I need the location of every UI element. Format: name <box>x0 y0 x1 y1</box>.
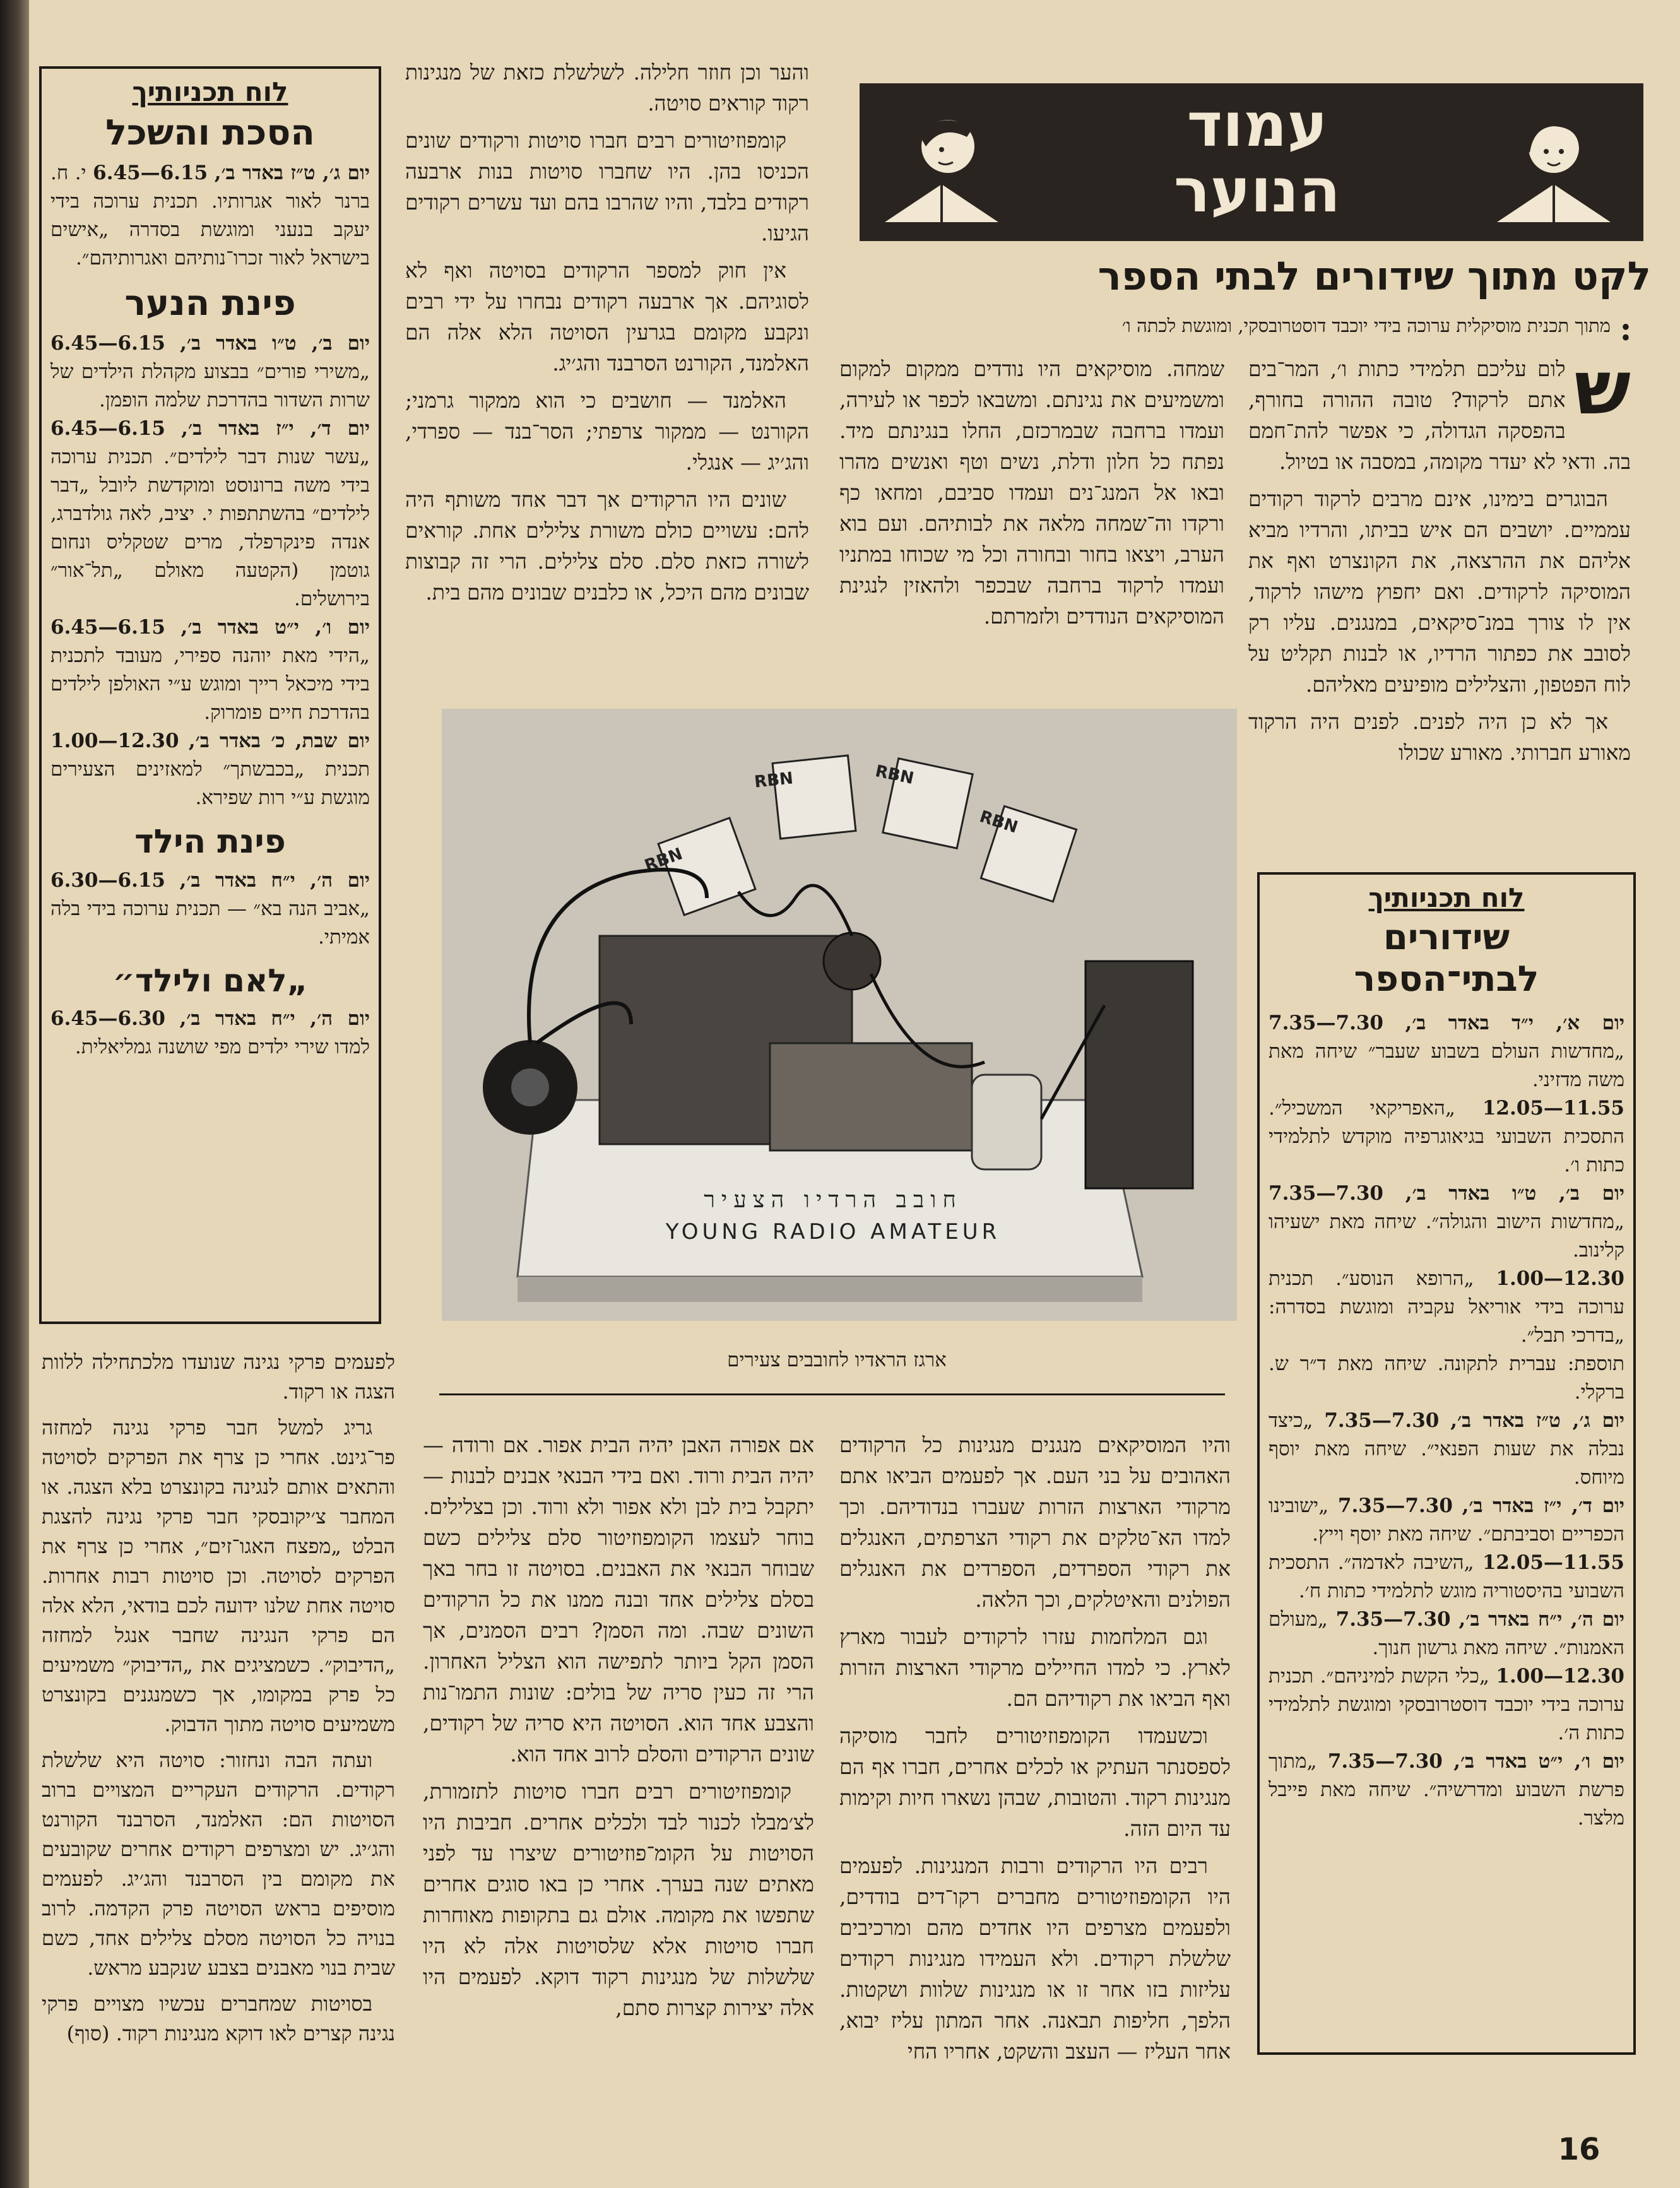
tube-label: RBN <box>977 807 1020 837</box>
paragraph: גריג למשל חבר פרקי נגינה למחזה פר־גינט. אחרי כן צרף את הפרקים לסויטה והתאים אותם לנגינה בקונצרט בלא הצגה. או המחבר צ׳יקובסקי חבר פרקי נגינה להצגת הבלט „מפצח האגו־זים״, אחרי כן צרף את הפרקים לסויטה. וכן סויטות רבות אחרות. סויטה אחת שלנו ידועה לכם בודאי, הלא אלה הם פרקי הנגינה שחבר אנגל למחזה „הדיבוק״. כשמציגים את „הדיבוק״ משמיעים כל פרק במקומו, אך כשמנגנים בקונצרט משמיעים סויטה מתוך הדבוק. <box>42 1416 395 1736</box>
photo-caption: ארגז הראדיו לחובבים צעירים <box>727 1349 947 1371</box>
section-title: הסכת והשכל <box>105 112 315 153</box>
divider-rule <box>439 1393 1225 1395</box>
paragraph: לום עליכם תלמידי כתות ו׳, המר־בים אתם לרקוד? טובה ההורה בחורף, בהפסקה הגדולה, כי אפשר להת־חמם בה. ודאי לא יעדר מקומה, במסבה או בטיול. <box>1248 357 1631 474</box>
program-entry: יום ו׳, י״ט באדר ב׳, 7.35—7.30 „מתוך פרשת השבוע ומדרשיה״. שיחה מאת פייבל מלצר. <box>1269 1750 1625 1830</box>
banner-title: עמוד הנוער <box>1173 90 1341 226</box>
book-spine <box>0 0 29 2188</box>
article-column-1 <box>1248 344 1631 774</box>
article-column-5 <box>423 1429 814 2030</box>
section-banner <box>860 83 1643 241</box>
kit-label-hebrew: חובב הרדיו הצעיר <box>704 1187 962 1213</box>
program-entry: יום שבת, כ׳ באדר ב׳, 1.00—12.30 תכנית „בכבשתך״ למאזינים הצעירים מוגשת ע״י רות שפירא. <box>50 730 370 809</box>
paragraph: שונים היו הרקודים אך דבר אחד משותף היה להם: עשויים כולם משורת צלילים אחת. קוראים לשורה כזאת סלם. סלם צלילים. הרי זה קבוצות שבונים מהם היכל, או כלבנים שבונים מהם בית. <box>405 487 809 605</box>
tube-label: RBN <box>753 769 795 792</box>
article-column-4 <box>839 1429 1231 2073</box>
paragraph: אך לא כן היה לפנים. לפנים היה הרקוד מאורע חברותי. מאורע שכולו <box>1248 709 1631 765</box>
paragraph: והער וכן חוזר חלילה. לשלשלת כזאת של מנגינות רקוד קוראים סויטה. <box>405 60 809 115</box>
paragraph: אם אפורה האבן יהיה הבית אפור. אם ורודה — יהיה הבית ורוד. ואם בידי הבנאי אבנים לבנות — יתקבל בית לבן ולא אפור ולא ורוד. וכן בצלילים. בוחר לעצמו הקומפוזיטור סלם צלילים כשם שבוחר הבנאי את האבנים. בסויטה זו בחר באך בסלם צלילים אחד ובנה ממנו את כל הרקודים השונים שבה. ומה הסמן? רבים הסמנים, אך הסמן הקל ביותר לתפישה הוא הצליל האחרון. הרי זה כעין סריה של בולים: שונות התמו־נות והצבע אחד הוא. הסויטה היא סריה של רקודים, שונים הרקודים והסלם לרוב אחד הוא. <box>423 1433 814 1766</box>
program-entry: 1.00—12.30 „הרופא הנוסע״. תכנית ערוכה בידי אוריאל עקביה ומוגשת בסדרה: „בדרכי תבל״. <box>1269 1267 1624 1347</box>
box-title: שידורים לבתי־הספר <box>1354 917 1539 1000</box>
program-entry: יום ה׳, י״ח באדר ב׳, 7.35—7.30 „מעולם האמנות״. שיחה מאת גרשון חנוך. <box>1269 1608 1624 1659</box>
section-title: „לאם ולילד״ <box>112 962 308 999</box>
program-entry: יום ה׳, י״ח באדר ב׳, 6.45—6.30 למדו שירי ילדים מפי שושנה גמליאלית. <box>50 1007 370 1058</box>
paragraph: שמחה. מוסיקאים היו נודדים ממקום למקום ומשמיעים את נגינתם. ומשבאו לכפר או לעירה, ועמדו ברחבה שבמרכזם, החלו בנגינתם מיד. נפתח כל חלון ודלת, נשים וטף ואנשים מהרו ובאו אל המנג־נים ועמדו סביבם, ומחאו כף ורקדו וה־שמחה מלאה את לבותיהם. ועם בוא הערב, ויצאו בחור ובחורה וכל מי שכוחו במתניו ועמדו לרקוד ברחבה שבכפר ולהאזין לנגינת המוסיקאים הנודדים ולזמרתם. <box>839 357 1224 629</box>
paragraph: וכשעמדו הקומפוזיטורים לחבר מוסיקה לספסנתר העתיק או לכלים אחרים, חברו אף הם מנגינות רקוד. והטובות, שבהן נשארו חיות וקימות עד היום הזה. <box>839 1724 1231 1841</box>
drop-cap: ש <box>1574 344 1631 431</box>
program-entry: יום ב׳, ט״ו באדר ב׳, 6.45—6.15 „משירי פורים״ בבצוע מקהלת הילדים של שרות השדור בהדרכת שלמה הופמן. <box>50 332 370 411</box>
paragraph: והיו המוסיקאים מנגנים מנגינות כל הרקודים האהובים על בני העם. אך לפעמים הביאו אתם מרקודי הארצות הזרות שעברו בנדודיהם. וכך למדו הא־טלקים את רקודי הצרפתים, האנגלים את רקודי הספרדים, הספרדים את האנגלים הפולנים והאיטלקים, וכך הלאה. <box>839 1433 1231 1612</box>
paragraph: הבוגרים בימינו, אינם מרבים לרקוד רקודים עממיים. יושבים הם איש בביתו, והרדיו מביא אליהם את ההרצאה, את הקונצרט ואף את המוסיקה לרקודים. ואם יחפוץ מישהו לרקוד, אין לו צורך במנ־סיקאים, במנגנים. עליו רק לסובב את כפתור הרדיו, או לבנות תקליט על לוח הפטפון, והצלילים מופיעים מאליהם. <box>1248 487 1631 697</box>
article-column-2 <box>839 353 1224 638</box>
program-box-right <box>1257 872 1636 2055</box>
magazine-page <box>29 0 1680 2188</box>
program-entry: יום ב׳, ט״ו באדר ב׳, 7.35—7.30 „מחדשות הישוב והגולה״. שיחה מאת ישעיהו קלינוב. <box>1269 1182 1624 1262</box>
program-entry: 1.00—12.30 „כלי הקשת למיניהם״. תכנית ערוכה בידי יוכבד דוסטרובסקי ומוגשת לתלמידי כתות ה׳. <box>1269 1665 1624 1744</box>
reading-girl-icon <box>1484 102 1630 228</box>
radio-kit-photo <box>442 709 1237 1321</box>
paragraph: לפעמים פרקי נגינה שנועדו מלכתחילה ללוות הצגה או רקוד. <box>42 1350 395 1404</box>
box-label: לוח תכניותיך <box>132 76 288 107</box>
paragraph: קומפוזיטורים רבים חברו סויטות ורקודים שונים הכניסו בהן. היו שחברו סויטות בנות ארבעה רקודים בלבד, והיו שהרבו בהם ועד עשרים רקודים הגיעו. <box>405 128 809 245</box>
byline-mark: : <box>1619 310 1632 348</box>
program-entry: תוספת: עברית לתקונה. שיחה מאת ד״ר ש. ברקלי. <box>1269 1352 1624 1404</box>
paragraph: וגם המלחמות עזרו לרקודים לעבור מארץ לארץ. כי למדו החיילים מרקודי הארצות הזרות ואף הביאו את רקודיהם הם. <box>839 1624 1231 1711</box>
article-column-3 <box>405 57 809 614</box>
paragraph: אין חוק למספר הרקודים בסויטה ואף לא לסוגיהם. אך ארבעה רקודים נבחרו על ידי רבים ונקבע מקומם בגרעין הסויטה הלא אלה הם האלמנד, הקורנט הסרבנד והג׳יג. <box>405 258 809 376</box>
program-entry: יום ה׳, י״ח באדר ב׳, 6.30—6.15 „אביב הנה בא״ — תכנית ערוכה בידי בלה אמיתי. <box>50 869 370 949</box>
program-entry: יום ד׳, י״ז באדר ב׳, 6.45—6.15 „עשר שנות דבר לילדים״. תכנית ערוכה בידי משה ברונוסט ומוקדשת ליובל „דבר לילדים״ בהשתתפות י. יציב, לאה גולדברג, אנדה פינקרפלד, מרים שטקליס ונחום גוטמן (הקטעה מאולם „תל־אור״ בירושלים. <box>50 417 370 610</box>
program-entry: 12.05—11.55 „האפריקאי המשכיל״. התסכית השבועי בגיאוגרפיה מוקדש לתלמידי כתות ו׳. <box>1269 1097 1624 1176</box>
tube-label: RBN <box>873 762 916 789</box>
kit-label-english: YOUNG RADIO AMATEUR <box>665 1219 1001 1245</box>
article-byline: מתוך תכנית מוסיקלית ערוכה בידי יוכבד דוסטרובסקי, ומוגשת לכתה ו׳ <box>1121 315 1611 336</box>
program-box-left <box>39 66 381 1324</box>
paragraph: האלמנד — חושבים כי הוא ממקור גרמני; הקורנט — ממקור צרפתי; הסר־בנד — ספרדי, והג׳יג — אנגלי. <box>405 388 809 475</box>
program-entry: יום ו׳, י״ט באדר ב׳, 6.45—6.15 „הידי מאת יוהנה ספירי, מעובד לתכנית בידי מיכאל רייך ומוגש ע״י האולפן לילדים בהדרכת חיים פומרוק. <box>50 616 370 724</box>
paragraph: רבים היו הרקודים ורבות המנגינות. לפעמים היו הקומפוזיטורים מחברים רקו־דים בודדים, ולפעמים מצרפים היו אחדים מהם ומרכיבים שלשלת רקודים. ולא העמידו מנגינות רקודים עליזות בזו אחר זו או מנגינות שלוות ושקטות. הלפך, חליפות תבאנה. אחר המתון עליז יבוא, אחר העליז — העצב והשקט, אחריו החי <box>839 1854 1231 2064</box>
paragraph: בסויטות שמחברים עכשיו מצויים פרקי נגינה קצרים לאו דוקא מנגינות רקוד. (סוף) <box>42 1992 395 2045</box>
page-number: 16 <box>1558 2132 1600 2167</box>
program-entry: יום ג׳, ט״ז באדר ב׳, 6.45—6.15 י. ח. ברנר לאור אגרותיו. תכנית ערוכה בידי יעקב בנעני ומוגשת בסדרה „אישים בישראל לאור זכרו־נותיהם ואגרותיהם״. <box>50 162 370 269</box>
section-title: פינת הנער <box>124 283 296 324</box>
program-entry: יום ד׳, י״ז באדר ב׳, 7.35—7.30 „ישובינו הכפריים וסביבתם״. שיחה מאת יוסף וייץ. <box>1269 1494 1624 1546</box>
program-entry: 12.05—11.55 „השיבה לאדמה״. התסכית השבועי בהיסטוריה מוגש לתלמידי כתות ח׳. <box>1269 1551 1624 1602</box>
paragraph: קומפוזיטורים רבים חברו סויטות לתזמורת, לצ׳מבלו לכנור לבד ולכלים אחרים. חביבות היו הסויטות על הקומ־פוזיטורים שיצרו עד לפני מאתים שנה בערך. אחרי כן באו סוגים אחרים שתפשו את מקומה. אולם גם בתקופות מאוחרות חברו סויטות אלא שלסויטות אלה לא היו שלשלות של מנגינות רקוד דוקא. לפעמים היו אלה יצירות קצרות סתם, <box>423 1779 814 2020</box>
reading-boy-icon <box>872 102 1017 228</box>
article-subtitle: לקט מתוך שידורים לבתי הספר <box>1097 253 1651 299</box>
box-label: לוח תכניותיך <box>1368 882 1525 913</box>
tube-label: RBN <box>642 844 685 876</box>
section-title: פינת הילד <box>134 823 286 861</box>
article-column-6 <box>42 1347 395 2055</box>
program-entry: יום ג׳, ט״ז באדר ב׳, 7.35—7.30 „כיצד נבלה את שעות הפנאי״. שיחה מאת יוסף מיוחס. <box>1269 1409 1625 1489</box>
paragraph: ועתה הבה ונחזור: סויטה היא שלשלת רקודים. הרקודים העקריים המצויים ברוב הסויטות הם: האלמנד, הסרבנד הקורנט והג׳יג. יש ומצרפים רקודים אחרים שקובעים את מקומם בין הסרבנד והג׳יג. לפעמים מוסיפים בראש הסויטה פרק הקדמה. לרוב בנויה כל הסויטה מסלם צלילים אחד, כשם שבית בנוי מאבנים בצבע שנקבע מראש. <box>42 1748 395 1980</box>
program-entry: יום א׳, י״ד באדר ב׳, 7.35—7.30 „מחדשות העולם בשבוע שעבר״ שיחה מאת משה מדזיני. <box>1269 1012 1625 1091</box>
radio-kit-illustration <box>442 709 1237 1321</box>
